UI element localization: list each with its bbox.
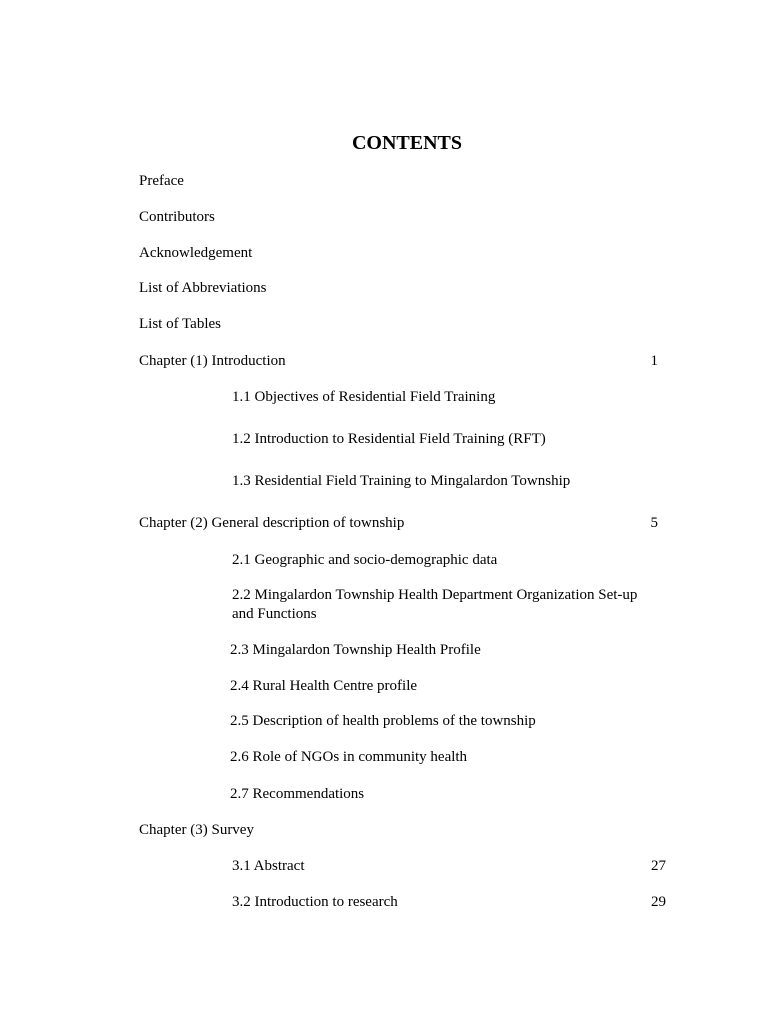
- toc-page-number: 29: [651, 894, 666, 910]
- toc-chapter-3: Chapter (3) Survey: [139, 822, 254, 838]
- toc-section-2-1: 2.1 Geographic and socio-demographic data: [232, 552, 498, 568]
- toc-section-2-6: 2.6 Role of NGOs in community health: [230, 749, 468, 765]
- toc-page-number: 5: [650, 515, 658, 531]
- toc-section-2-3: 2.3 Mingalardon Township Health Profile: [230, 642, 481, 658]
- toc-section-3-1: 3.1 Abstract: [232, 858, 305, 874]
- toc-chapter-2: Chapter (2) General description of township: [139, 515, 405, 531]
- toc-entry-acknowledgement: Acknowledgement: [139, 245, 253, 261]
- toc-entry-tables: List of Tables: [139, 316, 221, 332]
- toc-section-1-2: 1.2 Introduction to Residential Field Training (RFT): [232, 431, 546, 447]
- toc-section-2-4: 2.4 Rural Health Centre profile: [230, 678, 418, 694]
- toc-section-1-1: 1.1 Objectives of Residential Field Training: [232, 389, 496, 405]
- page-title: CONTENTS: [351, 132, 463, 154]
- toc-section-2-5: 2.5 Description of health problems of the township: [230, 713, 536, 729]
- toc-section-2-2: 2.2 Mingalardon Township Health Department Organization Set-up and Functions: [232, 587, 638, 622]
- toc-section-1-3: 1.3 Residential Field Training to Mingalardon Township: [232, 473, 571, 489]
- toc-entry-contributors: Contributors: [139, 209, 215, 225]
- toc-page-number: 1: [650, 353, 658, 369]
- toc-chapter-1: Chapter (1) Introduction: [139, 353, 286, 369]
- toc-page-number: 27: [651, 858, 666, 874]
- toc-entry-preface: Preface: [139, 173, 184, 189]
- toc-entry-abbreviations: List of Abbreviations: [139, 280, 267, 296]
- toc-section-3-2: 3.2 Introduction to research: [232, 894, 398, 910]
- toc-section-2-7: 2.7 Recommendations: [230, 786, 365, 802]
